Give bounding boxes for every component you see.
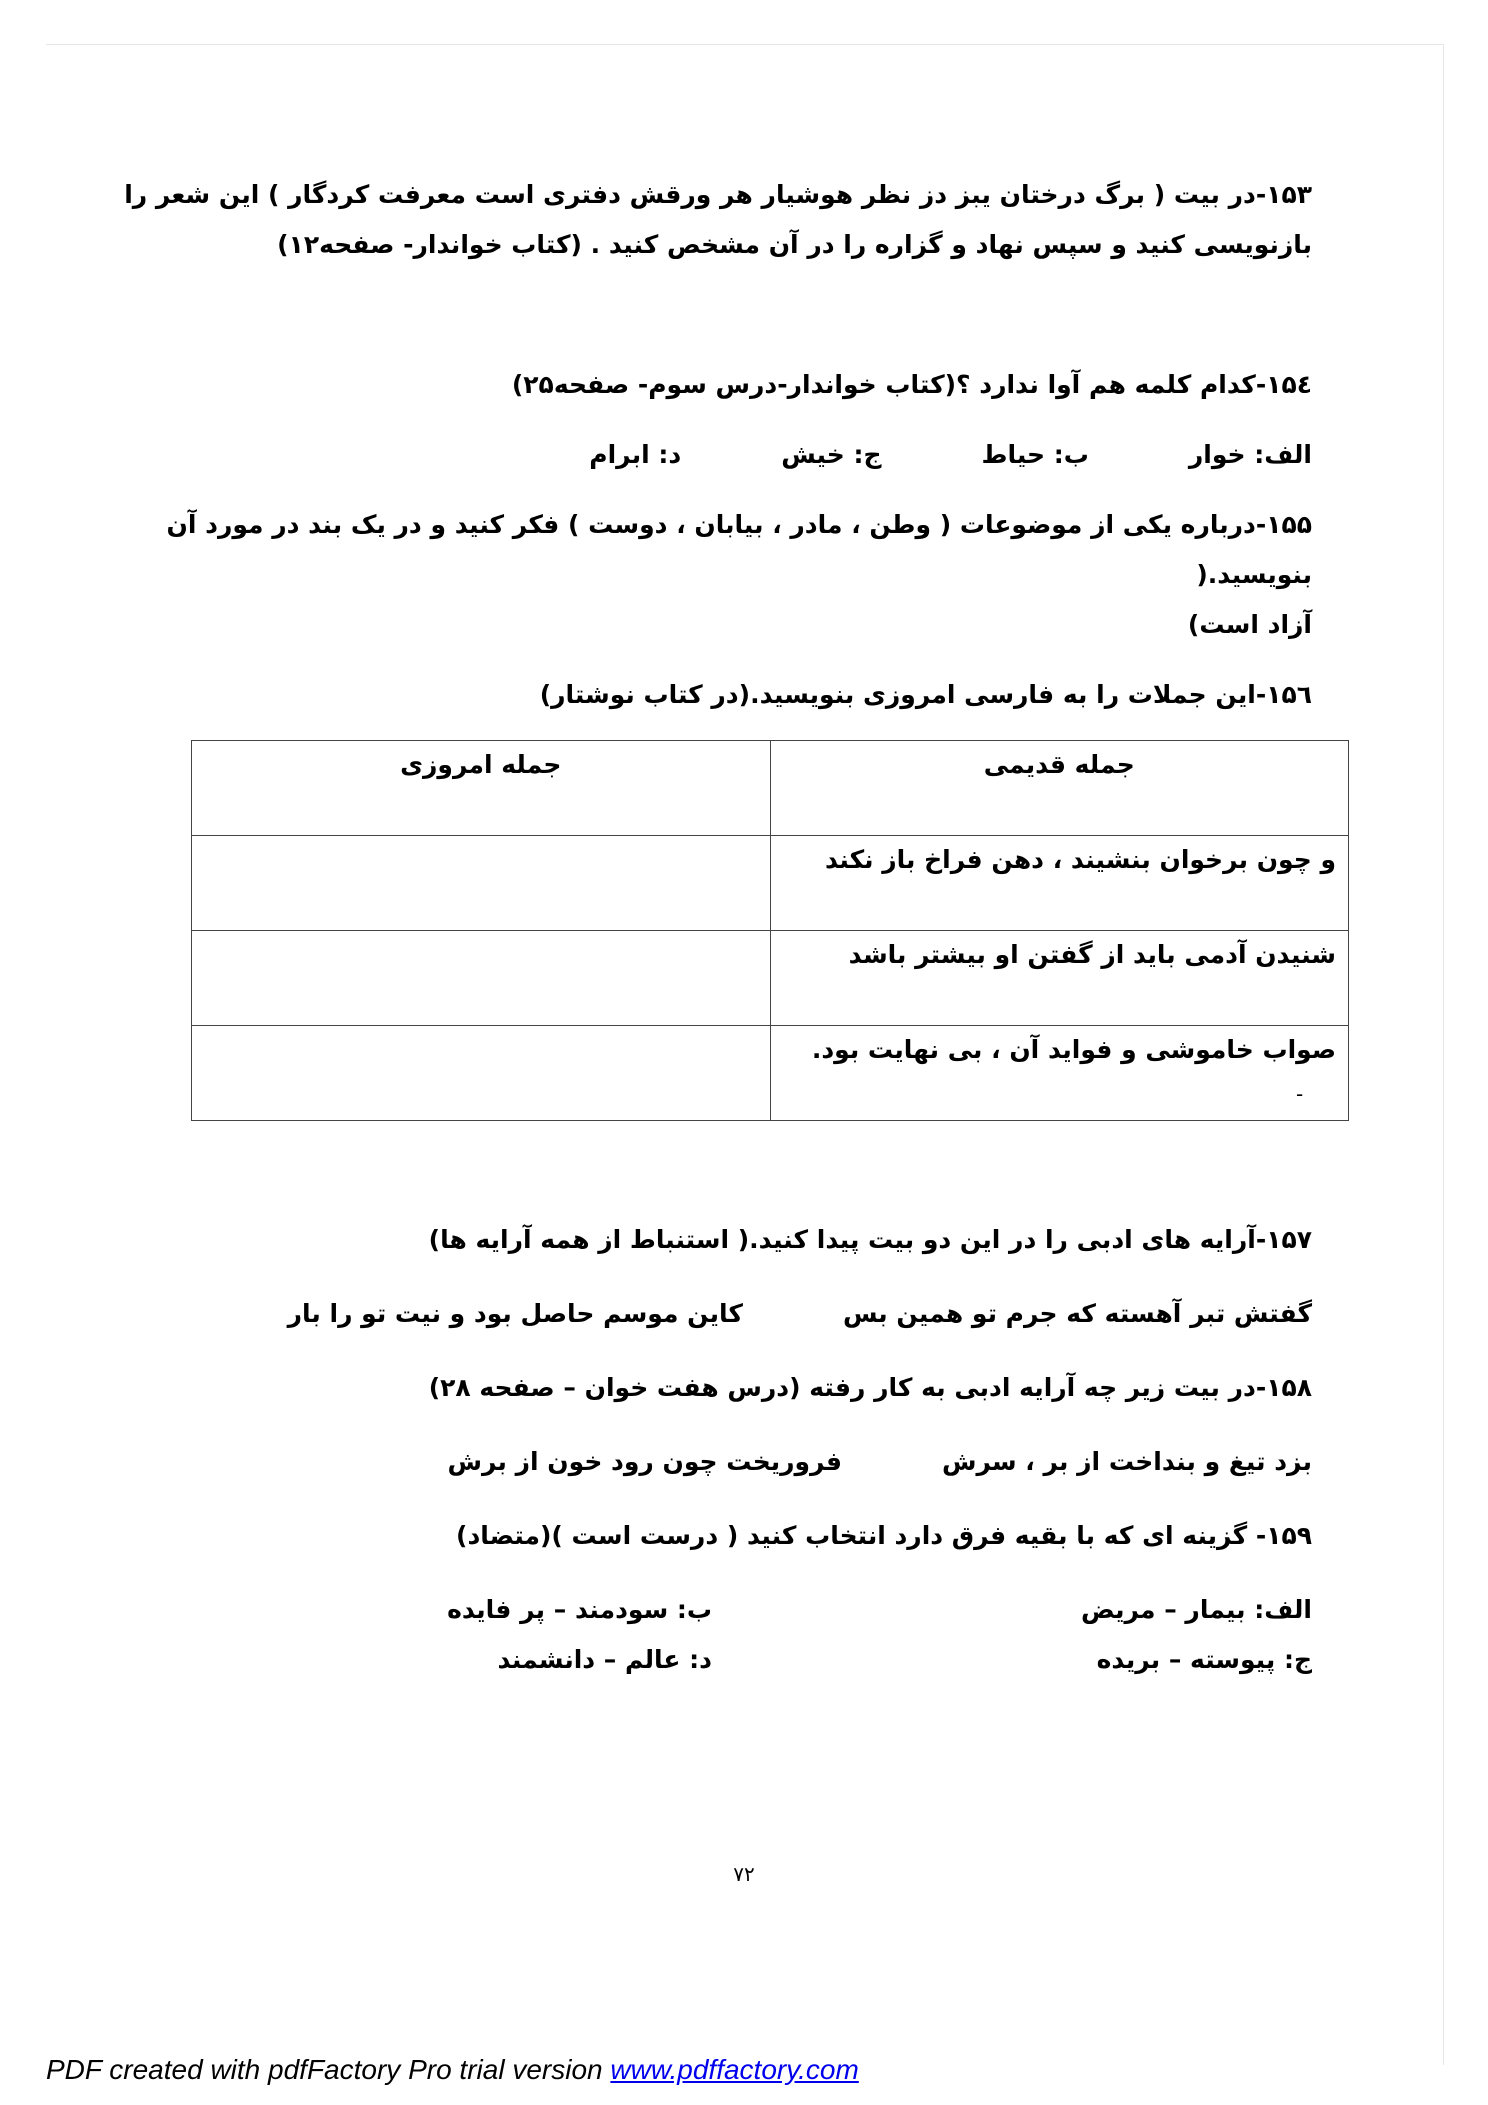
- sentence-conversion-table: [191, 740, 1349, 1121]
- old-sentence-cell: صواب خاموشی و فواید آن ، بی نهایت بود.: [770, 1026, 1349, 1121]
- question-155-line1: ۱۵۵-درباره یکی از موضوعات ( وطن ، مادر ، بیابان ، دوست ) فکر کنید و در یک بند در مورد آن بنویسید.(: [166, 510, 1312, 589]
- verse-hemistich-2: فروریخت چون رود خون از برش: [447, 1447, 842, 1476]
- option-b: ب: حیاط: [981, 440, 1089, 469]
- question-157: ۱۵۷-آرایه های ادبی را در این دو بیت پیدا کنید.( استنباط از همه آرایه ها): [428, 1225, 1312, 1254]
- old-sentence-cell: و چون برخوان بنشیند ، دهن فراخ باز نکند: [770, 836, 1349, 931]
- option-a: الف: خوار: [1188, 440, 1312, 469]
- old-sentence-cell: شنیدن آدمی باید از گفتن او بیشتر باشد: [770, 931, 1349, 1026]
- question-154: ۱۵٤-کدام کلمه هم آوا ندارد ؟(کتاب خواندار-درس سوم- صفحه۲۵): [511, 370, 1312, 399]
- table-row: [192, 1026, 1349, 1121]
- option-b: ب: سودمند – پر فایده: [447, 1595, 712, 1624]
- worksheet-content: [110, 170, 1336, 1121]
- stray-dash: -: [1296, 1082, 1304, 1106]
- footer-text: PDF created with pdfFactory Pro trial version: [46, 2054, 611, 2085]
- question-159-options: [110, 1585, 1312, 1685]
- option-c: ج: خیش: [781, 440, 882, 469]
- modern-sentence-cell: [192, 836, 771, 931]
- header-old-sentence: جمله قدیمی: [770, 741, 1349, 836]
- question-155-line2: آزاد است): [1187, 610, 1312, 639]
- pdf-watermark-footer: [46, 2054, 859, 2086]
- table-header-row: [192, 741, 1349, 836]
- footer-link[interactable]: www.pdffactory.com: [610, 2054, 859, 2085]
- option-c: ج: پیوسته – بریده: [1096, 1645, 1312, 1674]
- question-153-line1: ۱۵۳-در بیت ( برگ درختان یبز دز نظر هوشیار هر ورقش دفتری است معرفت کردگار ) این شعر را: [124, 180, 1312, 209]
- option-d: د: عالم – دانشمند: [497, 1645, 712, 1674]
- verse-hemistich-2: کاین موسم حاصل بود و نیت تو را بار: [287, 1299, 743, 1328]
- question-156: ۱۵٦-این جملات را به فارسی امروزی بنویسید.(در کتاب نوشتار): [539, 680, 1312, 709]
- modern-sentence-cell: [192, 931, 771, 1026]
- worksheet-lower-content: [110, 1215, 1312, 1709]
- option-a: الف: بیمار – مریض: [1081, 1595, 1312, 1624]
- table-row: [192, 931, 1349, 1026]
- modern-sentence-cell: [192, 1026, 771, 1121]
- verse-hemistich-1: بزد تیغ و بنداخت از بر ، سرش: [941, 1447, 1312, 1476]
- question-158: ۱۵۸-در بیت زیر چه آرایه ادبی به کار رفته (درس هفت خوان – صفحه ۲۸): [428, 1373, 1312, 1402]
- question-159: ۱۵۹- گزینه ای که با بقیه فرق دارد انتخاب کنید ( درست است )(متضاد): [456, 1521, 1312, 1550]
- question-154-options: [110, 430, 1312, 480]
- question-157-verse: [110, 1289, 1312, 1339]
- header-modern-sentence: جمله امروزی: [192, 741, 771, 836]
- verse-hemistich-1: گفتش تبر آهسته که جرم تو همین بس: [842, 1299, 1312, 1328]
- question-153-line2: بازنویسی کنید و سپس نهاد و گزاره را در آن مشخص کنید . (کتاب خواندار- صفحه۱۲): [277, 230, 1312, 259]
- page-number: ۷۲: [733, 1862, 755, 1886]
- table-row: [192, 836, 1349, 931]
- option-d: د: ابرام: [589, 440, 682, 469]
- question-158-verse: [110, 1437, 1312, 1487]
